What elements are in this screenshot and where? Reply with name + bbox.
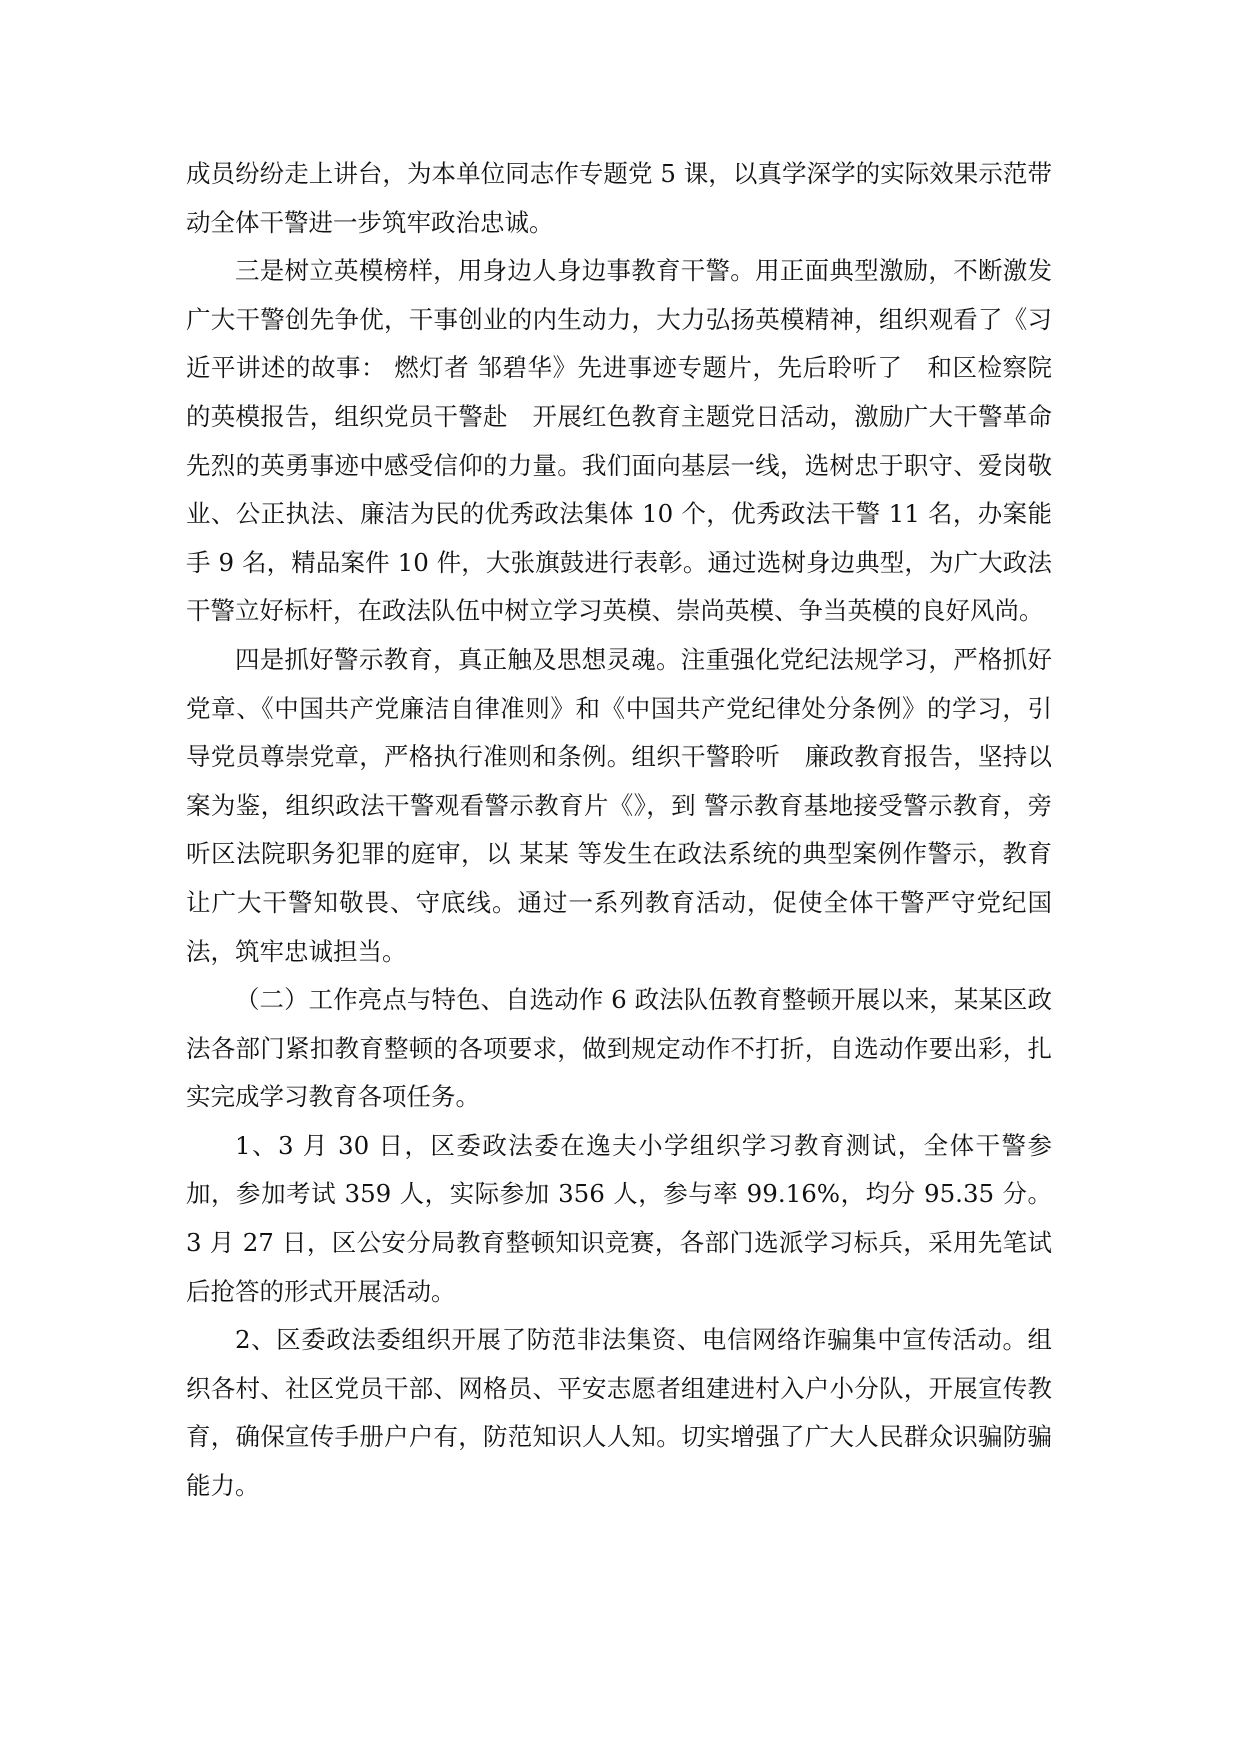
paragraph-heroes-role-models: 三是树立英模榜样，用身边人身边事教育干警。用正面典型激励，不断激发广大干警创先争优，干事创业的内生动力，大力弘扬英模精神，组织观看了《习近平讲述的故事： 燃灯者 邹碧华》先进事迹专题片，先后聆听了 和区检察院 的英模报告，组织党员干警赴 开展红色教育主题党日活动，激励广大干警革命先烈的英勇事迹中感受信仰的力量。我们面向基层一线，选树忠于职守、爱岗敬业、公正执法、廉洁为民的优秀政法集体 10 个，优秀政法干警 11 名，办案能手 9 名，精品案件 10 件，大张旗鼓进行表彰。通过选树身边典型，为广大政法干警立好标杆，在政法队伍中树立学习英模、崇尚英模、争当英模的良好风尚。 <box>186 256 1077 626</box>
document-body <box>186 150 1077 1511</box>
paragraph-warning-education: 四是抓好警示教育，真正触及思想灵魂。注重强化党纪法规学习，严格抓好党章、《中国共产党廉洁自律准则》和《中国共产党纪律处分条例》的学习，引导党员尊崇党章，严格执行准则和条例。组织干警聆听 廉政教育报告，坚持以案为鉴，组织政法干警观看警示教育片《》，到 警示教育基地接受警示教育，旁听区法院职务犯罪的庭审，以 某某 等发生在政法系统的典型案例作警示，教育让广大干警知敬畏、守底线。通过一系列教育活动，促使全体干警严守党纪国法，筑牢忠诚担当。 <box>186 644 1052 966</box>
paragraph-highlights-features: （二）工作亮点与特色、自选动作 6 政法队伍教育整顿开展以来，某某区政法各部门紧扣教育整顿的各项要求，做到规定动作不打折，自选动作要出彩，扎实完成学习教育各项任务。 <box>186 985 1052 1112</box>
paragraph-item-2-anti-fraud: 2、区委政法委组织开展了防范非法集资、电信网络诈骗集中宣传活动。组织各村、社区党员干部、网格员、平安志愿者组建进村入户小分队，开展宣传教育，确保宣传手册户户有，防范知识人人知。切实增强了广大人民群众识骗防骗能力。 <box>186 1325 1052 1501</box>
paragraph-item-1-testing: 1、3 月 30 日，区委政法委在逸夫小学组织学习教育测试，全体干警参加，参加考试 359 人，实际参加 356 人，参与率 99.16%，均分 95.35 分。3 月 27 日，区公安分局教育整顿知识竞赛，各部门选派学习标兵，采用先笔试后抢答的形式开展活动。 <box>186 1130 1052 1306</box>
paragraph-continuation: 成员纷纷走上讲台，为本单位同志作专题党 5 课，以真学深学的实际效果示范带动全体干警进一步筑牢政治忠诚。 <box>186 159 1052 237</box>
